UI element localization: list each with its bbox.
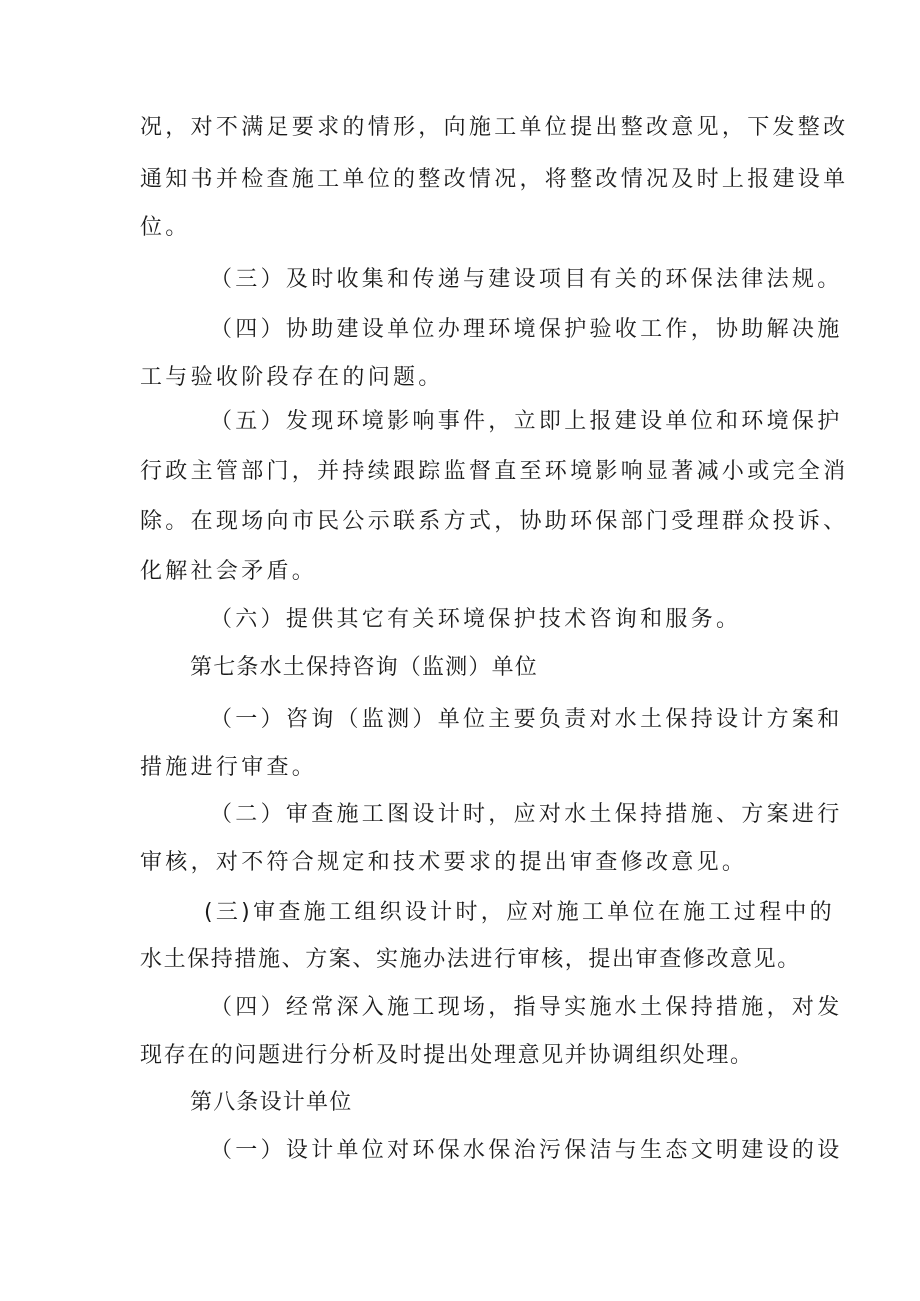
clause-item: （五）发现环境影响事件，立即上报建设单位和环境保护: [210, 409, 843, 434]
body-text-line: 位。: [140, 215, 191, 240]
clause-item: （四）经常深入施工现场，指导实施水土保持措施，对发: [210, 995, 843, 1020]
body-text-line: 通知书并检查施工单位的整改情况，将整改情况及时上报建设单: [140, 167, 849, 192]
clause-item: （二）审查施工图设计时，应对水土保持措施、方案进行: [210, 802, 843, 827]
body-text-line: 除。在现场向市民公示联系方式，协助环保部门受理群众投诉、: [140, 509, 849, 534]
body-text-line: 行政主管部门，并持续跟踪监督直至环境影响显著减小或完全消: [140, 459, 849, 484]
clause-item: （一）设计单位对环保水保治污保洁与生态文明建设的设: [210, 1138, 843, 1163]
article-heading: 第七条水土保持咨询（监测）单位: [190, 655, 539, 680]
body-text-line: 工与验收阶段存在的问题。: [140, 365, 444, 390]
clause-item: （一）咨询（监测）单位主要负责对水土保持设计方案和: [210, 707, 843, 732]
body-text-line: 审核，对不符合规定和技术要求的提出审查修改意见。: [140, 850, 748, 875]
body-text-line: 现存在的问题进行分析及时提出处理意见并协调组织处理。: [140, 1043, 754, 1068]
clause-item: （三）及时收集和传递与建设项目有关的环保法律法规。: [210, 267, 843, 292]
body-text-line: 化解社会矛盾。: [140, 559, 318, 584]
clause-item: (三)审查施工组织设计时，应对施工单位在施工过程中的: [204, 900, 835, 925]
article-heading: 第八条设计单位: [190, 1090, 353, 1115]
clause-item: （四）协助建设单位办理环境保护验收工作，协助解决施: [210, 317, 843, 342]
body-text-line: 措施进行审查。: [140, 755, 318, 780]
clause-item: （六）提供其它有关环境保护技术咨询和服务。: [210, 607, 742, 632]
body-text-line: 水土保持措施、方案、实施办法进行审核，提出审查修改意见。: [140, 947, 801, 972]
body-text-line: 况，对不满足要求的情形，向施工单位提出整改意见，下发整改: [140, 115, 849, 140]
